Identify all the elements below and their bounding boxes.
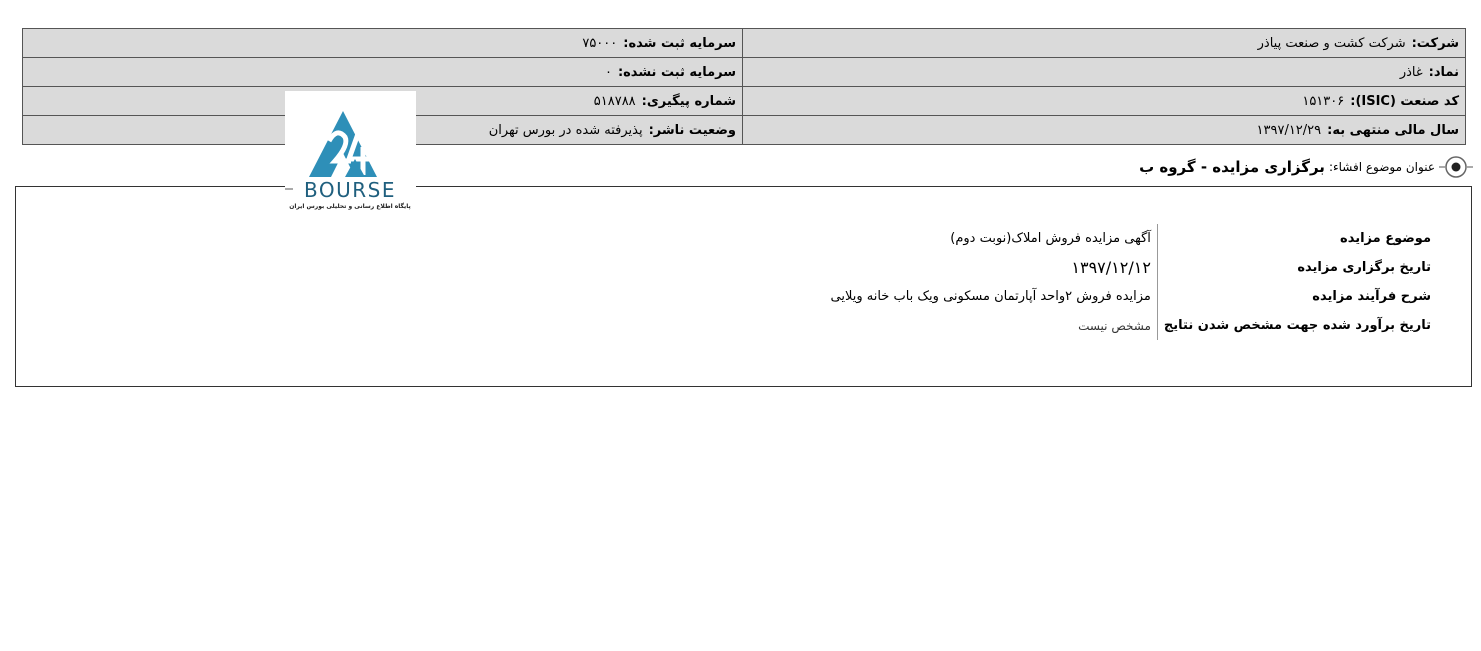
disclosure-subject-value: برگزاری مزایده - گروه ب bbox=[1139, 158, 1325, 176]
fiscal-year-cell bbox=[743, 116, 1466, 145]
isic-cell bbox=[743, 87, 1466, 116]
company-info-table bbox=[22, 28, 1466, 145]
fiscal-year-label: سال مالی منتهی به: bbox=[1327, 122, 1459, 138]
auction-date-label: تاریخ برگزاری مزایده bbox=[1157, 253, 1431, 282]
company-info-row bbox=[23, 58, 1466, 87]
disclosure-subject-label: عنوان موضوع افشاء: bbox=[1328, 160, 1435, 174]
bourse24-logo bbox=[285, 91, 416, 211]
detail-row bbox=[825, 282, 1432, 311]
publisher-status-label: وضعیت ناشر: bbox=[648, 122, 736, 138]
isic-label: کد صنعت (ISIC): bbox=[1350, 93, 1459, 109]
detail-row bbox=[825, 311, 1432, 340]
detail-row bbox=[825, 253, 1432, 282]
symbol-cell bbox=[743, 58, 1466, 87]
auction-details-table bbox=[825, 224, 1432, 340]
logo-text: BOURSE bbox=[304, 178, 396, 202]
registered-capital-value: ۷۵۰۰۰ bbox=[582, 35, 618, 51]
auction-process-label: شرح فرآیند مزایده bbox=[1157, 282, 1431, 311]
company-info-row bbox=[23, 29, 1466, 58]
unregistered-capital-cell bbox=[23, 58, 743, 87]
auction-process-value: مزایده فروش ۲واحد آپارتمان مسکونی ویک باب خانه ویلایی bbox=[830, 289, 1151, 304]
publisher-status-value: پذیرفته شده در بورس تهران bbox=[488, 122, 643, 138]
registered-capital-label: سرمایه ثبت شده: bbox=[623, 35, 736, 51]
company-label: شرکت: bbox=[1411, 35, 1459, 51]
auction-subject-label: موضوع مزایده bbox=[1157, 224, 1431, 253]
registered-capital-cell bbox=[23, 29, 743, 58]
unregistered-capital-value: ۰ bbox=[604, 64, 612, 80]
fiscal-year-value: ۱۳۹۷/۱۲/۲۹ bbox=[1256, 122, 1322, 138]
target-bullet-icon bbox=[1439, 152, 1473, 182]
logo-tagline: پایگاه اطلاع رسانی و تحلیلی بورس ایران bbox=[289, 203, 411, 210]
isic-value: ۱۵۱۳۰۶ bbox=[1302, 93, 1345, 109]
auction-subject-value: آگهی مزایده فروش املاک(نوبت دوم) bbox=[950, 231, 1151, 246]
company-value: شرکت کشت و صنعت پیاذر bbox=[1257, 35, 1406, 51]
unregistered-capital-label: سرمایه ثبت نشده: bbox=[617, 64, 736, 80]
auction-date-value: ۱۳۹۷/۱۲/۱۲ bbox=[1071, 258, 1151, 277]
detail-row bbox=[825, 224, 1432, 253]
company-info-row bbox=[23, 87, 1466, 116]
results-date-value: مشخص نیست bbox=[1078, 318, 1151, 333]
symbol-value: غاذر bbox=[1399, 64, 1423, 80]
company-info-row bbox=[23, 116, 1466, 145]
company-cell bbox=[743, 29, 1466, 58]
results-date-label: تاریخ برآورد شده جهت مشخص شدن نتایج bbox=[1157, 311, 1431, 340]
disclosure-subject bbox=[1139, 152, 1473, 182]
tracking-number-value: ۵۱۸۷۸۸ bbox=[593, 93, 636, 109]
tracking-number-label: شماره پیگیری: bbox=[641, 93, 736, 109]
symbol-label: نماد: bbox=[1428, 64, 1459, 80]
